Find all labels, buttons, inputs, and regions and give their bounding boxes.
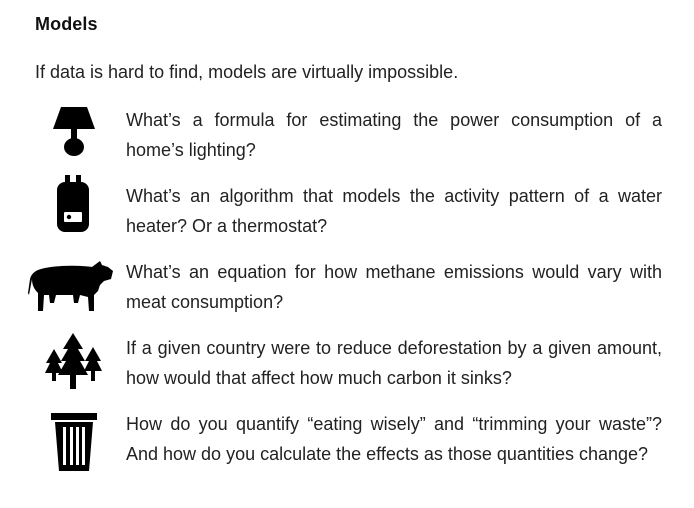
trash-can-icon <box>51 413 97 471</box>
item-text: What’s an algorithm that models the activity pattern of a water heater? Or a thermostat? <box>126 186 662 236</box>
water-heater-icon <box>55 175 91 237</box>
item-text: If a given country were to reduce deforestation by a given amount, how would that affect how much carbon it sinks? <box>126 338 662 388</box>
lamp-icon <box>52 107 96 159</box>
cow-icon <box>28 259 114 315</box>
item-text: What’s an equation for how methane emissions would vary with meat consumption? <box>126 262 662 312</box>
intro-paragraph: If data is hard to find, models are virtually impossible. <box>35 62 459 82</box>
section-heading: Models <box>35 14 98 34</box>
trees-icon <box>44 333 104 391</box>
item-text: What’s a formula for estimating the power consumption of a home’s lighting? <box>126 110 662 160</box>
item-text: How do you quantify “eating wisely” and “trimming your waste”? And how do you calculate the effects as those quantities change? <box>126 414 662 464</box>
